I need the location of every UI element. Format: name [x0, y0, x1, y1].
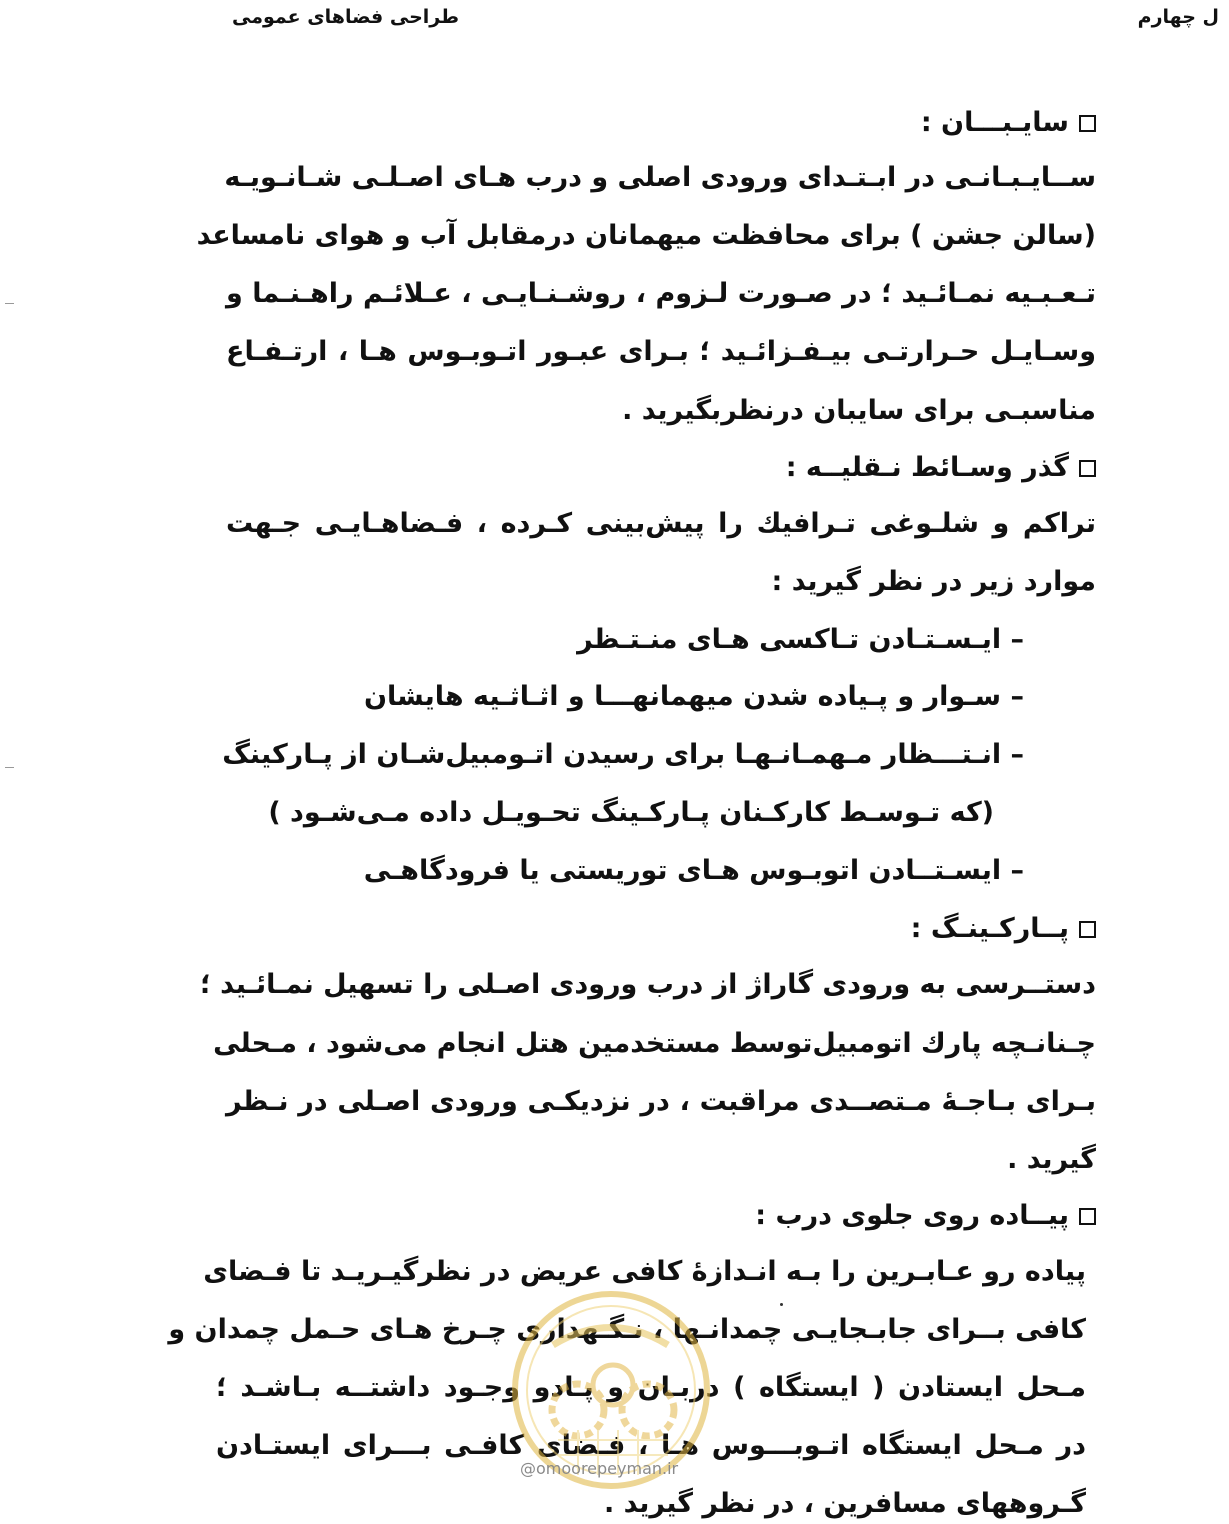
checkbox-icon — [1079, 1208, 1096, 1225]
paragraph-line: در مـحل ایستگاه اتـوبـــوس هـا ، فـضای کافـی بـــرای ایستـادن — [216, 1430, 1086, 1461]
list-item: – ایـسـتـادن تـاکسی هـای منـتـظر — [577, 624, 1024, 655]
list-item: – سـوار و پـیاده شدن میهمانهـــا و اثـاثـیه هایشان — [363, 681, 1024, 712]
list-item-continuation: (که تـوسـط کارکـنان پـارکـینگ تحـویـل داده مـی‌شـود ) — [268, 797, 994, 828]
list-item: – ایسـتــادن اتوبـوس هـای توریستی یا فرودگاهـی — [363, 855, 1024, 886]
paragraph-line: چـنانـچه پارك اتومبیل‌توسط مستخدمین هتل انجام می‌شود ، مـحلی — [213, 1028, 1096, 1059]
checkbox-icon — [1079, 921, 1096, 938]
chapter-header: ل چهارم — [1137, 6, 1219, 28]
section-heading-canopy — [921, 103, 1096, 143]
paragraph-line: دستــرسی به ورودی گاراژ از درب ورودی اصـلی را تسهیل نمـائـید ؛ — [199, 969, 1096, 1000]
book-title-header: طراحی فضاهای عمومی — [232, 6, 460, 28]
paragraph-line: موارد زیر در نظر گیرید : — [771, 566, 1096, 597]
heading-text: پــارکـینـگ : — [910, 913, 1069, 944]
paragraph-line: گـروههای مسافرین ، در نظر گیرید . — [604, 1488, 1086, 1519]
heading-text: سایـبـــان : — [920, 107, 1069, 138]
paragraph-line: تـعـبـیه نمـائـید ؛ در صـورت لـزوم ، روشـنـایـی ، عـلائـم راهـنـما و — [226, 278, 1096, 309]
margin-mark — [5, 303, 14, 304]
paragraph-line: گیرید . — [1007, 1144, 1096, 1175]
paragraph-line: ســایـبـانـی در ابـتـدای ورودی اصلی و درب هـای اصـلـی شـانـویـه — [224, 162, 1096, 193]
checkbox-icon — [1079, 460, 1096, 477]
paragraph-line: وسـایـل حـرارتـی بیـفـزائـید ؛ بـرای عبـور اتـوبـوس هـا ، ارتـفـاع — [226, 336, 1096, 367]
paragraph-line: کافی بــرای جابـجایـی چمدانـها ، نـگـهداری چـرخ هـای حـمل چمدان و — [168, 1314, 1086, 1345]
section-heading-traffic — [786, 448, 1096, 488]
checkbox-icon — [1079, 115, 1096, 132]
margin-mark — [5, 767, 14, 768]
section-heading-sidewalk — [755, 1196, 1096, 1236]
paragraph-line: تراکم و شلـوغی تـرافیك را پیش‌بینی کـرده ، فـضاهـایـی جـهت — [226, 508, 1096, 539]
watermark-site-text: @omoorepeyman.ir — [520, 1459, 679, 1478]
speck — [780, 1303, 783, 1306]
paragraph-line: بـرای بـاجـهٔ مـتصــدی مراقبت ، در نزدیکـی ورودی اصـلی در نـظر — [226, 1086, 1096, 1117]
paragraph-line: (سالن جشن ) برای محافظت میهمانان درمقابل آب و هوای نامساعد — [196, 220, 1096, 251]
paragraph-line: مناسبـی برای سایبان درنظربگیرید . — [622, 395, 1096, 426]
heading-text: گذر وسـائط نـقلیــه : — [785, 452, 1069, 483]
paragraph-line: پیاده رو عـابـرین را بـه انـدازهٔ کافی عریض در نظرگیـریـد تا فـضای — [203, 1256, 1086, 1287]
paragraph-line: مـحل ایستادن ( ایستگاه ) دربـان و پـادو وجـود داشتــه بـاشـد ؛ — [216, 1372, 1086, 1403]
section-heading-parking — [911, 909, 1096, 949]
heading-text: پیــاده روی جلوی درب : — [755, 1200, 1069, 1231]
list-item: – انـتـــظار مـهمـانـهـا برای رسیدن اتـومبیل‌شـان از پـارکینگ — [222, 739, 1024, 770]
